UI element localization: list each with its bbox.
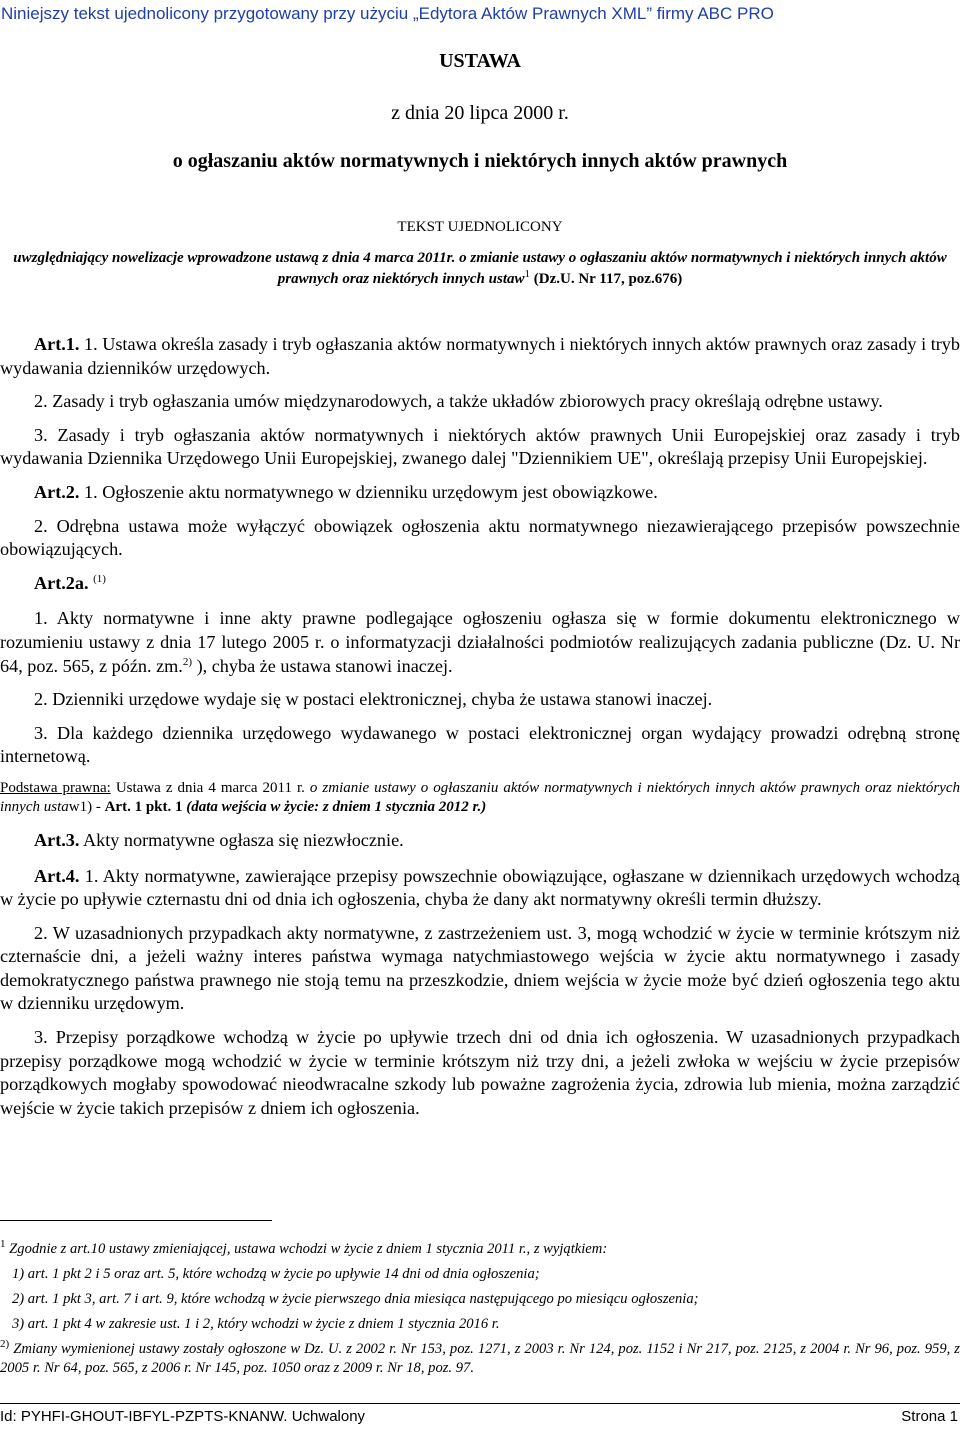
art4-p1-num: 1. — [84, 865, 99, 886]
footnote-2-text: Zmiany wymienionej ustawy zostały ogłoszone w Dz. U. z 2002 r. Nr 153, poz. 1271, z 2003 r. Nr 124, poz. 1152 i Nr 217, poz. 2125, z 2004 r. Nr 96, poz. 959, z 2005 r. Nr 64, poz. 565, z 2006 r. Nr 145, poz. 1050 oraz z 2009 r. Nr 18, poz. 97. — [0, 1341, 960, 1376]
art1-p1-num: 1. — [84, 334, 98, 354]
legal-basis-text: Ustawa z dnia 4 marca 2011 r. — [115, 779, 305, 796]
art3-label: Art.3. — [34, 829, 80, 850]
art3-text: Akty normatywne ogłasza się niezwłocznie. — [83, 829, 404, 850]
document-subject: o ogłaszaniu aktów normatywnych i niektórych innych aktów prawnych — [172, 150, 788, 172]
art1-p2-num: 2. — [34, 391, 48, 412]
art1-p3-num: 3. — [34, 424, 48, 445]
art1-label: Art.1. — [34, 334, 80, 354]
footnote-2-mark: 2) — [0, 1338, 10, 1351]
amendment-note-ref: (Dz.U. Nr 117, poz.676) — [533, 271, 683, 287]
footnotes — [0, 1240, 960, 1378]
document-id: Id: PYHFI-GHOUT-IBFYL-PZPTS-KNANW. Uchwalony — [0, 1408, 366, 1425]
art4-p3-num: 3. — [34, 1027, 48, 1048]
art1-p1: Ustawa określa zasady i tryb ogłaszania aktów normatywnych i niektórych innych aktów prawnych oraz zasady i tryb wydawania dzienników urzędowych. — [0, 334, 960, 378]
amendment-note — [0, 248, 960, 290]
header-note: Niniejszy tekst ujednolicony przygotowany przy użyciu „Edytora Aktów Prawnych XML” firmy ABC PRO — [1, 4, 774, 23]
footer-rule — [0, 1403, 960, 1404]
art2a-p3-num: 3. — [34, 722, 48, 743]
footnote-ref-1[interactable]: 1 — [524, 268, 530, 280]
art4-label: Art.4. — [34, 865, 80, 886]
art2a-p1-end: ), chyba że ustawa stanowi inaczej. — [196, 655, 453, 676]
legal-basis-article: Art. 1 pkt. 1 — [104, 798, 183, 815]
footnote-1-item-3: 3) art. 1 pkt 4 w zakresie ust. 1 i 2, który wchodzi w życie z dniem 1 stycznia 2016 r. — [12, 1316, 500, 1332]
art2-p1-num: 1. — [84, 481, 98, 502]
footnote-1-text: Zgodnie z art.10 ustawy zmieniającej, ustawa wchodzi w życie z dniem 1 stycznia 2011 r., z wyjątkiem: — [9, 1241, 608, 1257]
art2a-p1: Akty normatywne i inne akty prawne podlegające ogłoszeniu ogłasza się w formie dokumentu elektronicznego w rozumieniu ustawy z dnia 17 lutego 2005 r. o informatyzacji działalności podmiotów realizujących zadania publiczne (Dz. U. Nr 64, poz. 565, z późn. zm. — [0, 608, 960, 676]
footnote-ref-2[interactable]: 2) — [182, 655, 193, 668]
art2a-p2-num: 2. — [34, 689, 48, 710]
art2a-p2: Dzienniki urzędowe wydaje się w postaci elektronicznej, chyba że ustawa stanowi inaczej. — [52, 689, 713, 710]
art2a-label: Art.2a. — [34, 572, 89, 593]
document-title: USTAWA — [439, 50, 521, 72]
art2-p2: Odrębna ustawa może wyłączyć obowiązek ogłoszenia aktu normatywnego niezawierającego przepisów powszechnie obowiązujących. — [0, 515, 960, 560]
amendment-note-text: uwzględniający nowelizacje wprowadzone ustawą z dnia 4 marca 2011r. o zmianie ustawy o ogłaszaniu aktów normatywnych i niektórych innych aktów prawnych oraz niektórych innych ustaw — [13, 250, 947, 287]
art2-label: Art.2. — [34, 481, 80, 502]
art4-p2-num: 2. — [34, 922, 48, 943]
legal-basis-label: Podstawa prawna: — [0, 779, 111, 796]
art2a-sup[interactable]: (1) — [93, 572, 106, 585]
art2a-p3: Dla każdego dziennika urzędowego wydawanego w postaci elektronicznej organ wydający prowadzi odrębną stronę internetową. — [0, 722, 960, 767]
footnote-separator — [0, 1220, 272, 1221]
art2a-p1-num: 1. — [34, 608, 48, 629]
art2-p2-num: 2. — [34, 515, 48, 536]
consolidated-label: TEKST UJEDNOLICONY — [397, 219, 563, 235]
art4-p3: Przepisy porządkowe wchodzą w życie po upływie trzech dni od dnia ich ogłoszenia. W uzasadnionych przypadkach przepisy porządkowe mogą wchodzić w życie w terminie krótszym niż trzy dni, a jeżeli zwłoka w wejściu w życie przepisów porządkowych mogłaby spowodować nieodwracalne szkody lub poważne zagrożenia życia, zdrowia lub mienia, można zarządzić wejście w życie takich przepisów z dniem ich ogłoszenia. — [0, 1027, 960, 1118]
legal-basis-effective-date: (data wejścia w życie: z dniem 1 stycznia 2012 r.) — [186, 798, 487, 815]
legal-basis-text2: w1) - — [68, 798, 101, 815]
footnote-1-item-1: 1) art. 1 pkt 2 i 5 oraz art. 5, które wchodzą w życie po upływie 14 dni od dnia ogłoszenia; — [12, 1266, 540, 1282]
art1-p3: Zasady i tryb ogłaszania aktów normatywnych i niektórych aktów prawnych Unii Europejskiej oraz zasady i tryb wydawania Dziennika Urzędowego Unii Europejskiej, zwanego dalej "Dziennikiem UE", określają przepisy Unii Europejskiej. — [0, 424, 960, 469]
art4-p2: W uzasadnionych przypadkach akty normatywne, z zastrzeżeniem ust. 3, mogą wchodzić w życie w terminie krótszym niż czternaście dni, a jeżeli ważny interes państwa wymaga natychmiastowego wejścia w życie aktu normatywnego i zasady demokratycznego państwa prawnego nie stoją temu na przeszkodzie, dniem wejścia w życie może być dzień ogłoszenia tego aktu w dzienniku urzędowym. — [0, 922, 960, 1014]
legal-basis-italic: o zmianie ustawy o ogłaszaniu aktów normatywnych i niektórych innych aktów prawnych oraz niektórych innych usta — [0, 779, 960, 815]
page-number: Strona 1 — [901, 1408, 958, 1425]
legal-basis — [0, 779, 960, 817]
art2-p1: Ogłoszenie aktu normatywnego w dzienniku urzędowym jest obowiązkowe. — [102, 481, 658, 502]
article-1 — [0, 333, 960, 1120]
document-date: z dnia 20 lipca 2000 r. — [391, 102, 569, 124]
footnote-1-item-2: 2) art. 1 pkt 3, art. 7 i art. 9, które wchodzą w życie pierwszego dnia miesiąca następującego po miesiącu ogłoszenia; — [12, 1291, 699, 1307]
art1-p2: Zasady i tryb ogłaszania umów międzynarodowych, a także układów zbiorowych pracy określają odrębne ustawy. — [52, 391, 883, 412]
art4-p1: Akty normatywne, zawierające przepisy powszechnie obowiązujące, ogłaszane w dziennikach urzędowych wchodzą w życie po upływie czternastu dni od dnia ich ogłoszenia, chyba że dany akt normatywny określi termin dłuższy. — [0, 865, 960, 910]
footnote-1-mark: 1 — [0, 1238, 6, 1251]
